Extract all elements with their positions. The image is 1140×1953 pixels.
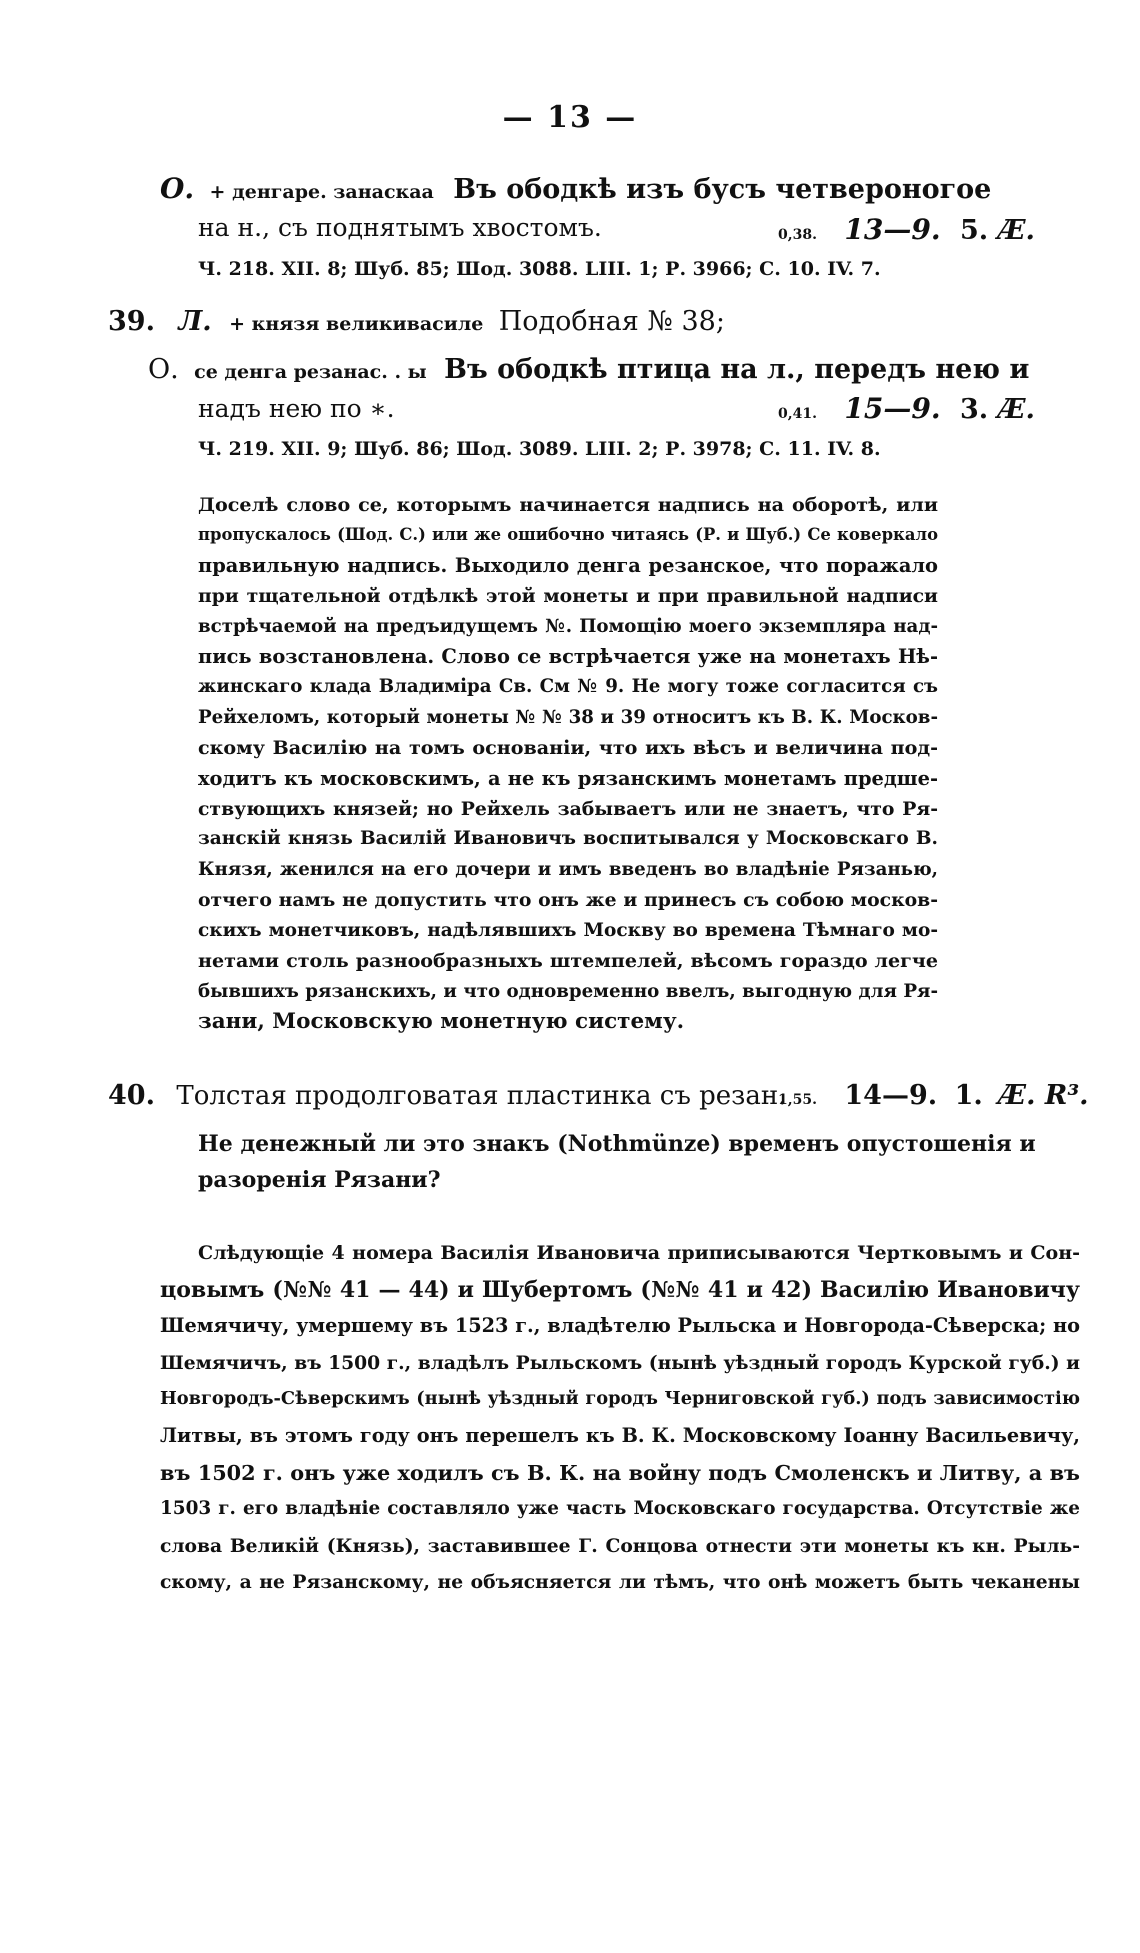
entry39-refs: Ч. 219. XII. 9; Шуб. 86; Шод. 3089. LIII. 2; Р. 3978; С. 11. IV. 8. xyxy=(198,438,881,460)
entry40-metal: Æ. R³. xyxy=(998,1080,1089,1111)
entry38-weight: 0,38. xyxy=(778,227,817,243)
entry38-desc-line2: на н., съ поднятымъ хвостомъ. xyxy=(198,213,602,242)
note-line: встрѣчаемой на предъидущемъ №. Помощію моего экземпляра над- xyxy=(198,615,938,637)
entry38-legend: + денгаре. занаскаа xyxy=(209,181,434,203)
entry39-reverse xyxy=(148,354,1029,385)
entry39-obverse-label: Л. xyxy=(178,306,212,337)
note-line: отчего намъ не допустить что онъ же и принесъ съ собою москов- xyxy=(198,889,938,912)
note-line: зани, Московскую монетную систему. xyxy=(198,1008,685,1034)
entry39-obverse-legend: + князя великивасиле xyxy=(229,313,484,335)
main-paragraph xyxy=(160,1235,1080,1601)
note-line: жинскаго клада Владиміра Св. См № 9. Не могу тоже согласится съ xyxy=(198,676,938,698)
note-line: нетами столь разнообразныхъ штемпелей, вѣсомъ гораздо легче xyxy=(198,949,938,973)
entry40-number: 40. xyxy=(108,1080,155,1111)
note-line: Князя, женился на его дочери и имъ введенъ во владѣніе Рязанью, xyxy=(198,858,938,880)
paragraph-line: Слѣдующіе 4 номера Василія Ивановича приписываются Чертковымъ и Сон- xyxy=(198,1242,1080,1264)
entry40-metrics xyxy=(778,1080,1089,1111)
entry40-desc: Толстая продолговатая пластинка съ резан. xyxy=(176,1081,787,1111)
entry40-line xyxy=(108,1080,786,1111)
entry39-metal: Æ. xyxy=(997,394,1035,425)
entry39-reverse-desc: Въ ободкѣ птица на л., передъ нею и xyxy=(444,354,1030,385)
note-line: пись возстановлена. Слово се встрѣчается уже на монетахъ Нѣ- xyxy=(198,645,938,669)
paragraph-line: въ 1502 г. онъ уже ходилъ съ В. К. на войну подъ Смоленскъ и Литву, а въ xyxy=(160,1459,1080,1485)
note-line: пропускалось (Шод. С.) или же ошибочно читаясь (Р. и Шуб.) Се коверкало xyxy=(198,525,938,545)
entry39-reverse-legend: се денга резанас. . ы xyxy=(194,361,427,383)
note-line: занскій князь Василій Ивановичъ воспитывался у Московскаго В. xyxy=(198,828,938,850)
paragraph-line: слова Великій (Князь), заставившее Г. Сонцова отнести эти монеты къ кн. Рыль- xyxy=(160,1534,1080,1557)
entry39-reverse-desc-line2: надъ нею по ∗. xyxy=(198,394,395,423)
entry38-refs: Ч. 218. XII. 8; Шуб. 85; Шод. 3088. LIII. 1; Р. 3966; С. 10. IV. 7. xyxy=(198,258,881,280)
note-line: ходитъ къ московскимъ, а не къ рязанскимъ монетамъ предше- xyxy=(198,766,938,790)
entry38-label: О. xyxy=(160,172,195,205)
entry40-weight: 1,55. xyxy=(778,1092,817,1108)
note-line: бывшихъ рязанскихъ, и что одновременно ввелъ, выгодную для Ря- xyxy=(198,980,938,1002)
entry39-number: 39. xyxy=(108,306,155,337)
entry38-description: Въ ободкѣ изъ бусъ четвероногое xyxy=(453,174,992,205)
note-line: скихъ монетчиковъ, надѣлявшихъ Москву во времена Тѣмнаго мо- xyxy=(198,919,938,941)
paragraph-line: Шемячичъ, въ 1500 г., владѣлъ Рыльскомъ (нынѣ уѣздный городъ Курской губ.) и xyxy=(160,1351,1080,1374)
entry38-rarity: 5. xyxy=(960,215,989,246)
paragraph-line: скому, а не Рязанскому, не объясняется ли тѣмъ, что онѣ можетъ быть чеканены xyxy=(160,1571,1080,1594)
paragraph-line: Литвы, въ этомъ году онъ перешелъ къ В. К. Московскому Іоанну Васильевичу, xyxy=(160,1423,1080,1447)
note-line: Рейхеломъ, который монеты № № 38 и 39 относитъ къ В. К. Москов- xyxy=(198,706,938,728)
entry40-size: 14—9. xyxy=(844,1080,938,1111)
entry38-desc-line1 xyxy=(160,172,991,205)
entry39-obverse-desc: Подобная № 38; xyxy=(498,306,725,337)
entry39-metrics xyxy=(778,392,1035,425)
entry40-question-line1: Не денежный ли это знакъ (Nothmünze) временъ опустошенія и xyxy=(198,1131,1036,1157)
paragraph-line: цовымъ (№№ 41 — 44) и Шубертомъ (№№ 41 и 42) Василію Ивановичу xyxy=(160,1276,1080,1303)
entry39-obverse xyxy=(108,306,725,337)
entry39-rarity: 3. xyxy=(960,394,989,425)
note-line: при тщательной отдѣлкѣ этой монеты и при правильной надписи xyxy=(198,585,938,608)
paragraph-line: 1503 г. его владѣніе составляло уже часть Московскаго государства. Отсутствіе же xyxy=(160,1498,1080,1520)
note-line: ствующихъ князей; но Рейхель забываетъ или не знаетъ, что Ря- xyxy=(198,798,938,821)
entry38-metrics xyxy=(778,213,1035,246)
note-line: правильную надпись. Выходило денга резанское, что поражало xyxy=(198,553,938,577)
paragraph-line: Новгородъ-Сѣверскимъ (нынѣ уѣздный городъ Черниговской губ.) подъ зависимостію xyxy=(160,1388,1080,1410)
entry38-size: 13—9. xyxy=(844,213,941,246)
entry40-question-line2: разоренія Рязани? xyxy=(198,1167,441,1193)
note-line: скому Василію на томъ основаніи, что ихъ вѣсъ и величина под- xyxy=(198,736,938,760)
entry40-rarity: 1. xyxy=(954,1080,983,1111)
entry39-reverse-label: О. xyxy=(148,354,179,385)
page-number: — 13 — xyxy=(502,100,638,135)
paragraph-line: Шемячичу, умершему въ 1523 г., владѣтелю Рыльска и Новгорода-Сѣверска; но xyxy=(160,1314,1080,1338)
entry39-size: 15—9. xyxy=(844,392,941,425)
entry38-metal: Æ. xyxy=(997,215,1035,246)
entry39-weight: 0,41. xyxy=(778,406,817,422)
commentary-note xyxy=(198,490,938,1037)
note-line: Доселѣ слово се, которымъ начинается надпись на оборотѣ, или xyxy=(198,493,938,516)
